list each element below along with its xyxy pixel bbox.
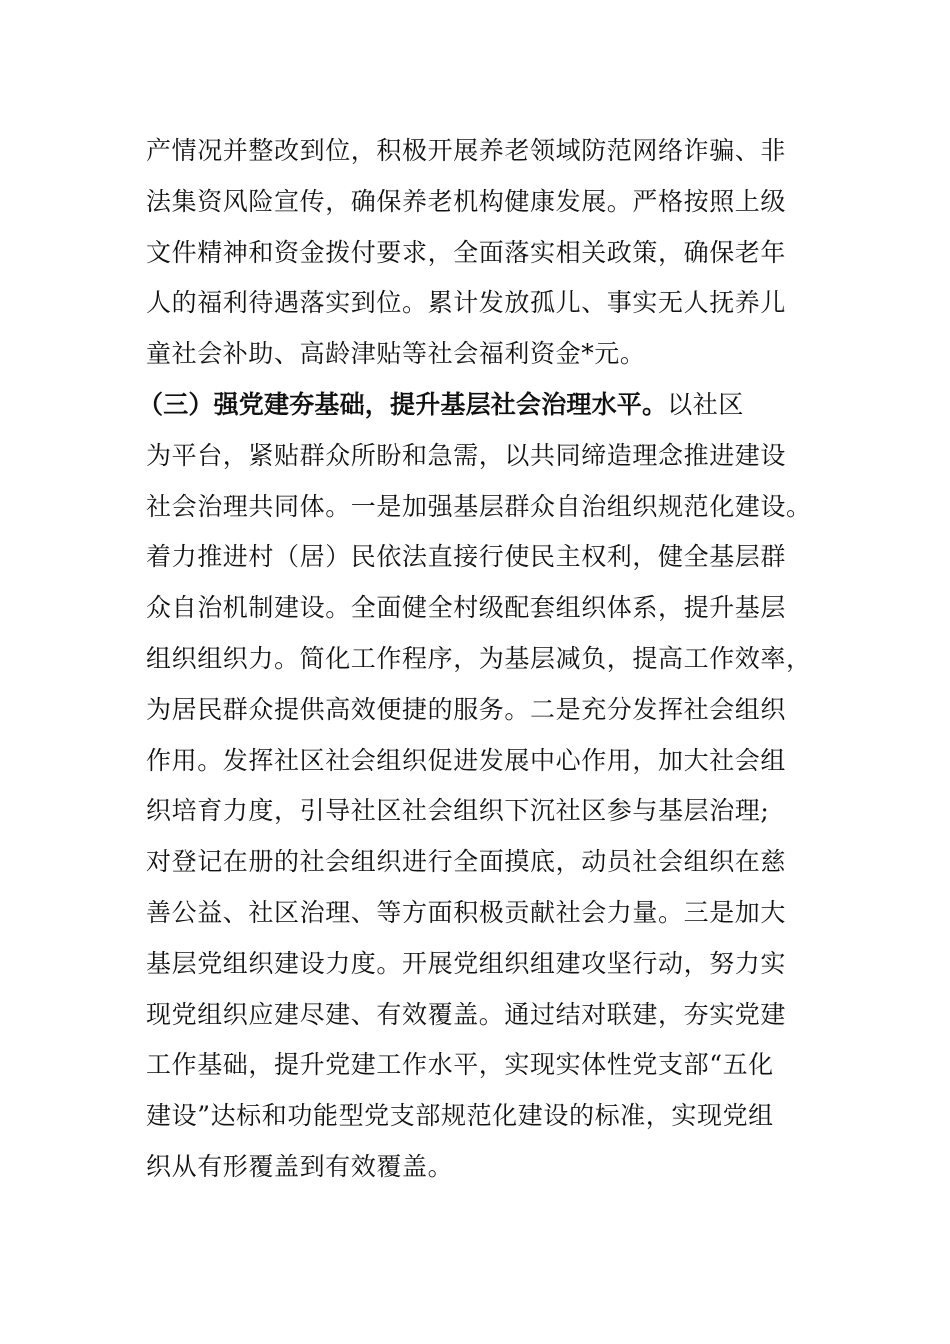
paragraph-line: 产情况并整改到位，积极开展养老领域防范网络诈骗、非: [146, 136, 787, 165]
paragraph-line: 为平台，紧贴群众所盼和急需，以共同缔造理念推进建设: [146, 440, 787, 470]
paragraph-line: 善公益、社区治理、等方面积极贡献社会力量。三是加大: [146, 897, 787, 927]
section-heading-tail: 以社区: [667, 390, 745, 419]
paragraph-line: 着力推进村（居）民依法直接行使民主权利，健全基层群: [146, 542, 787, 572]
paragraph-line: 作用。发挥社区社会组织促进发展中心作用，加大社会组: [146, 745, 787, 775]
paragraph-line: 人的福利待遇落实到位。累计发放孤儿、事实无人抚养儿: [146, 288, 787, 318]
paragraph-continued: [146, 126, 796, 380]
paragraph-line: 基层党组织建设力度。开展党组织组建攻坚行动，努力实: [146, 948, 787, 978]
paragraph-line: 文件精神和资金拨付要求，全面落实相关政策，确保老年: [146, 237, 787, 267]
paragraph-line: 童社会补助、高龄津贴等社会福利资金*元。: [146, 339, 646, 369]
paragraph-line: 建设”达标和功能型党支部规范化建设的标准，实现党组: [146, 1101, 774, 1131]
section-heading: （三）强党建夯基础，提升基层社会治理水平。: [138, 390, 668, 419]
paragraph-line: 工作基础，提升党建工作水平，实现实体性党支部“五化: [146, 1050, 774, 1080]
paragraph-line: 组织组织力。简化工作程序，为基层减负，提高工作效率，: [146, 643, 812, 673]
section-heading-line: [138, 380, 796, 431]
paragraph-line: 众自治机制建设。全面健全村级配套组织体系，提升基层: [146, 593, 787, 623]
paragraph-line: 为居民群众提供高效便捷的服务。二是充分发挥社会组织: [146, 694, 787, 724]
paragraph-line: 对登记在册的社会组织进行全面摸底，动员社会组织在慈: [146, 847, 787, 877]
paragraph-line: 现党组织应建尽建、有效覆盖。通过结对联建，夯实党建: [146, 999, 787, 1029]
paragraph-line: 织培育力度，引导社区社会组织下沉社区参与基层治理;: [146, 796, 770, 826]
paragraph-line: 社会治理共同体。一是加强基层群众自治组织规范化建设。: [146, 491, 812, 521]
paragraph-line: 织从有形覆盖到有效覆盖。: [146, 1151, 454, 1181]
section-three-paragraph: [138, 380, 812, 1193]
paragraph-line: 法集资风险宣传，确保养老机构健康发展。严格按照上级: [146, 186, 787, 216]
